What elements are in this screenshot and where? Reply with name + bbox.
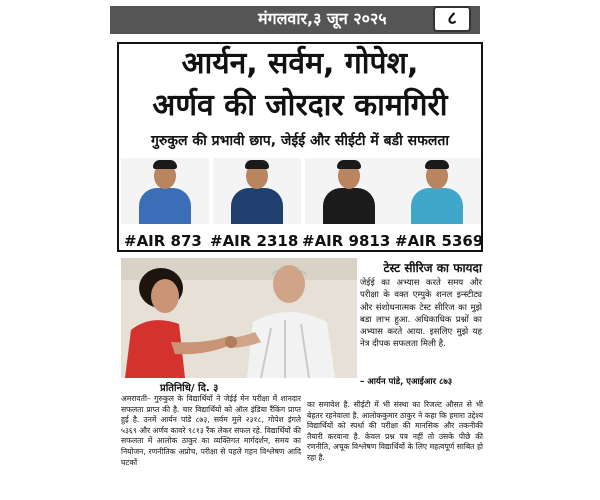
publication-date: मंगलवार,३ जून २०२५	[258, 9, 387, 28]
felicitation-photo	[121, 258, 357, 378]
student-photo-3	[305, 158, 393, 224]
headline-line-2: अर्णव की जोरदार कामगिरी	[152, 88, 448, 123]
felicitation-photo-art	[121, 258, 357, 378]
sidebar-signature: – आर्यन पांडे, एआईआर ८७३	[360, 377, 453, 387]
student-rank-3: #AIR 9813	[302, 232, 391, 250]
article-paragraph-1: अमरावती– गुरुकुल के विद्यार्थियों ने जेईई मेन परीक्षा में शानदार सफलता प्राप्त की है. चार विद्यार्थियों को ऑल इंडिया रैंकिंग प्राप्त हुई है. उनमें आर्यन पांडे ८७३, सर्वम मुले २३१८, गोपेश इंगले ५३६९ और अर्णव कावरे ९८१३ रैंक लेकर सफल रहे. विद्यार्थियों की सफलता में आलोक ठाकुर का व्यक्तिगत मार्गदर्शन, समय का नियोजन, रणनीतिक अप्रोच, परीक्षा से पहले गहन विश्लेषण आदि घटकों	[121, 394, 301, 467]
student-rank-2: #AIR 2318	[210, 232, 299, 250]
student-rank-1: #AIR 873	[124, 232, 202, 250]
article-byline: प्रतिनिधि/ दि. ३	[160, 383, 219, 394]
sidebar-title: टेस्ट सीरिज का फायदा	[383, 261, 482, 275]
article-paragraph-2: का समावेश है. सीईटी में भी संस्था का रिजल्ट औसत से भी बेहतर रहनेवाला है. आलोककुमार ठाकुर ने कहा कि हमारा उद्देश्य विद्यार्थियों को स्पर्धा की परीक्षा की मानसिक और तकनीकी तैयारी करवाना है. केवल प्रश्न पत्र नहीं तो उसके पीछे की रणनीति, अचूक विश्लेषण विद्यार्थियों के लिए महत्वपूर्ण साबित हो रहा है.	[307, 400, 483, 462]
headline-line-1: आर्यन, सर्वम, गोपेश,	[181, 46, 419, 81]
subheadline: गुरुकुल की प्रभावी छाप, जेईई और सीईटी में बडी सफलता	[151, 133, 449, 149]
student-photo-4	[393, 158, 481, 224]
page-number: ८	[433, 6, 471, 32]
sidebar-body: जेईई का अभ्यास करते समय और परीक्षा के वक्त एम्पुके शनल इन्स्टीट्य और संशोधनात्मक टेस्ट सीरिज का मुझे बडा लाभ हुआ. अधिकाधिक प्रश्नों का अभ्यास करते आया. इसलिए मुझे यह नेत्र दीपक सफलता मिली है.	[360, 278, 482, 350]
student-photo-1	[121, 158, 209, 224]
student-rank-4: #AIR 5369	[395, 232, 484, 250]
student-photo-2	[213, 158, 301, 224]
